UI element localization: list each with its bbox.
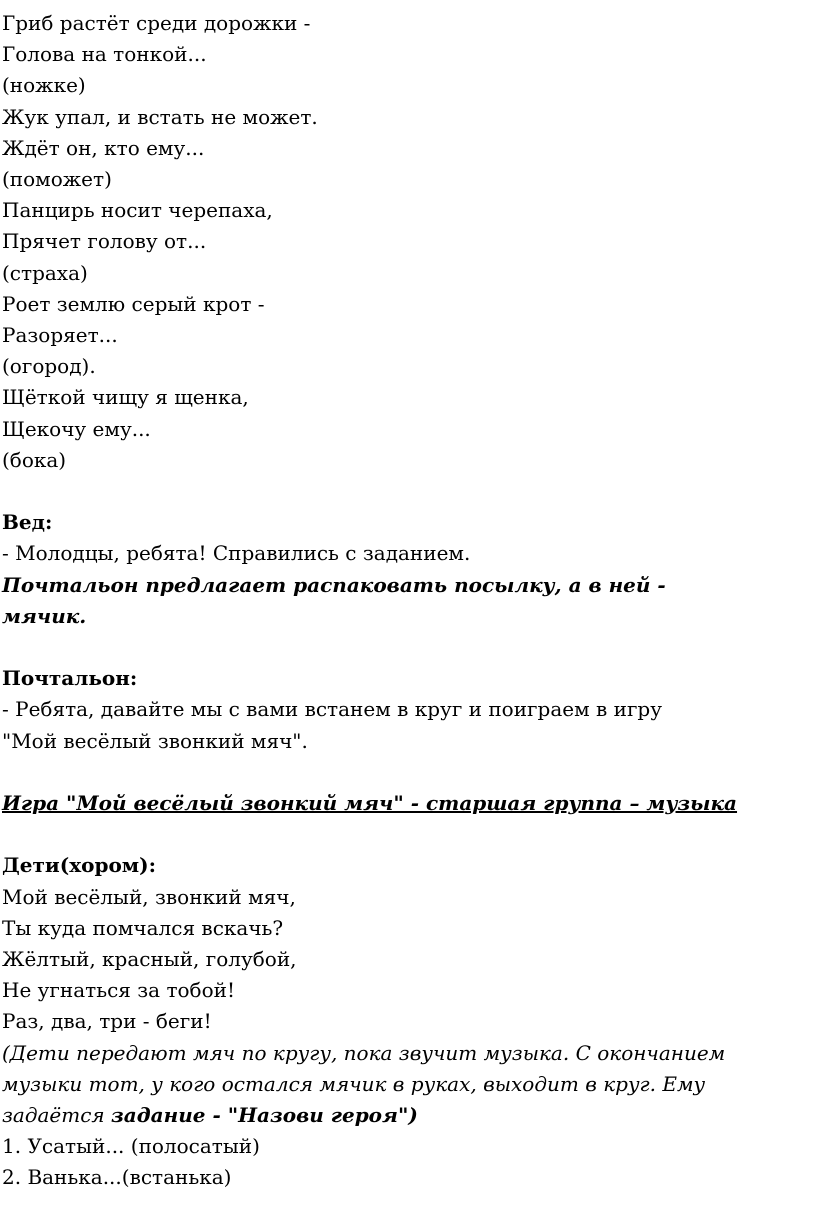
riddle-line: Прячет голову от... xyxy=(2,229,207,254)
verse-line: Жёлтый, красный, голубой, xyxy=(2,947,297,972)
instruction-bold: задание - "Назови героя") xyxy=(111,1103,418,1128)
riddle-line: Роет землю серый крот - xyxy=(2,291,265,316)
riddle-line: Гриб растёт среди дорожки - xyxy=(2,11,311,35)
riddle-answer: (бока) xyxy=(2,447,67,472)
paragraph-gap xyxy=(2,476,812,507)
riddle-answer: (страха) xyxy=(2,260,88,285)
ved-line: - Молодцы, ребята! Справились с заданием. xyxy=(2,541,471,566)
stage-direction: Почтальон предлагает распаковать посылку, а в ней - xyxy=(2,572,666,597)
riddle-answer: (огород). xyxy=(2,354,96,379)
riddle-line: Ждёт он, кто ему... xyxy=(2,135,205,160)
task-item: 1. Усатый... (полосатый) xyxy=(2,1134,260,1159)
game-title: Игра "Мой весёлый звонкий мяч" - старшая группа – музыка xyxy=(2,791,738,816)
stage-direction: мячик. xyxy=(2,603,87,628)
paragraph-gap xyxy=(2,819,812,850)
riddle-answer: (поможет) xyxy=(2,167,112,192)
verse-line: Раз, два, три - беги! xyxy=(2,1009,212,1034)
riddle-line: Щёткой чищу я щенка, xyxy=(2,385,249,410)
speaker-postman: Почтальон: xyxy=(2,666,138,691)
speaker-ved: Вед: xyxy=(2,510,53,535)
instruction-italic: задаётся xyxy=(2,1103,112,1128)
verse-line: Мой весёлый, звонкий мяч, xyxy=(2,884,296,909)
riddle-line: Голова на тонкой... xyxy=(2,42,207,67)
paragraph-gap xyxy=(2,757,812,788)
postman-line: - Ребята, давайте мы с вами встанем в круг и поиграем в игру xyxy=(2,697,662,722)
verse-line: Ты куда помчался вскачь? xyxy=(2,915,284,940)
riddle-line: Щекочу ему... xyxy=(2,416,151,441)
instruction-line xyxy=(2,1100,812,1131)
speaker-children: Дети(хором): xyxy=(2,853,157,878)
riddle-line: Панцирь носит черепаха, xyxy=(2,198,273,223)
task-item: 2. Ванька...(встанька) xyxy=(2,1165,232,1190)
riddle-line: Разоряет... xyxy=(2,323,118,348)
postman-line: "Мой весёлый звонкий мяч". xyxy=(2,728,308,753)
paragraph-gap xyxy=(2,632,812,663)
riddle-answer: (ножке) xyxy=(2,73,86,98)
instruction-line: музыки тот, у кого остался мячик в руках, выходит в круг. Ему xyxy=(2,1071,706,1096)
riddle-line: Жук упал, и встать не может. xyxy=(2,104,318,129)
instruction-line: (Дети передают мяч по кругу, пока звучит музыка. С окончанием xyxy=(2,1040,726,1065)
verse-line: Не угнаться за тобой! xyxy=(2,978,236,1003)
